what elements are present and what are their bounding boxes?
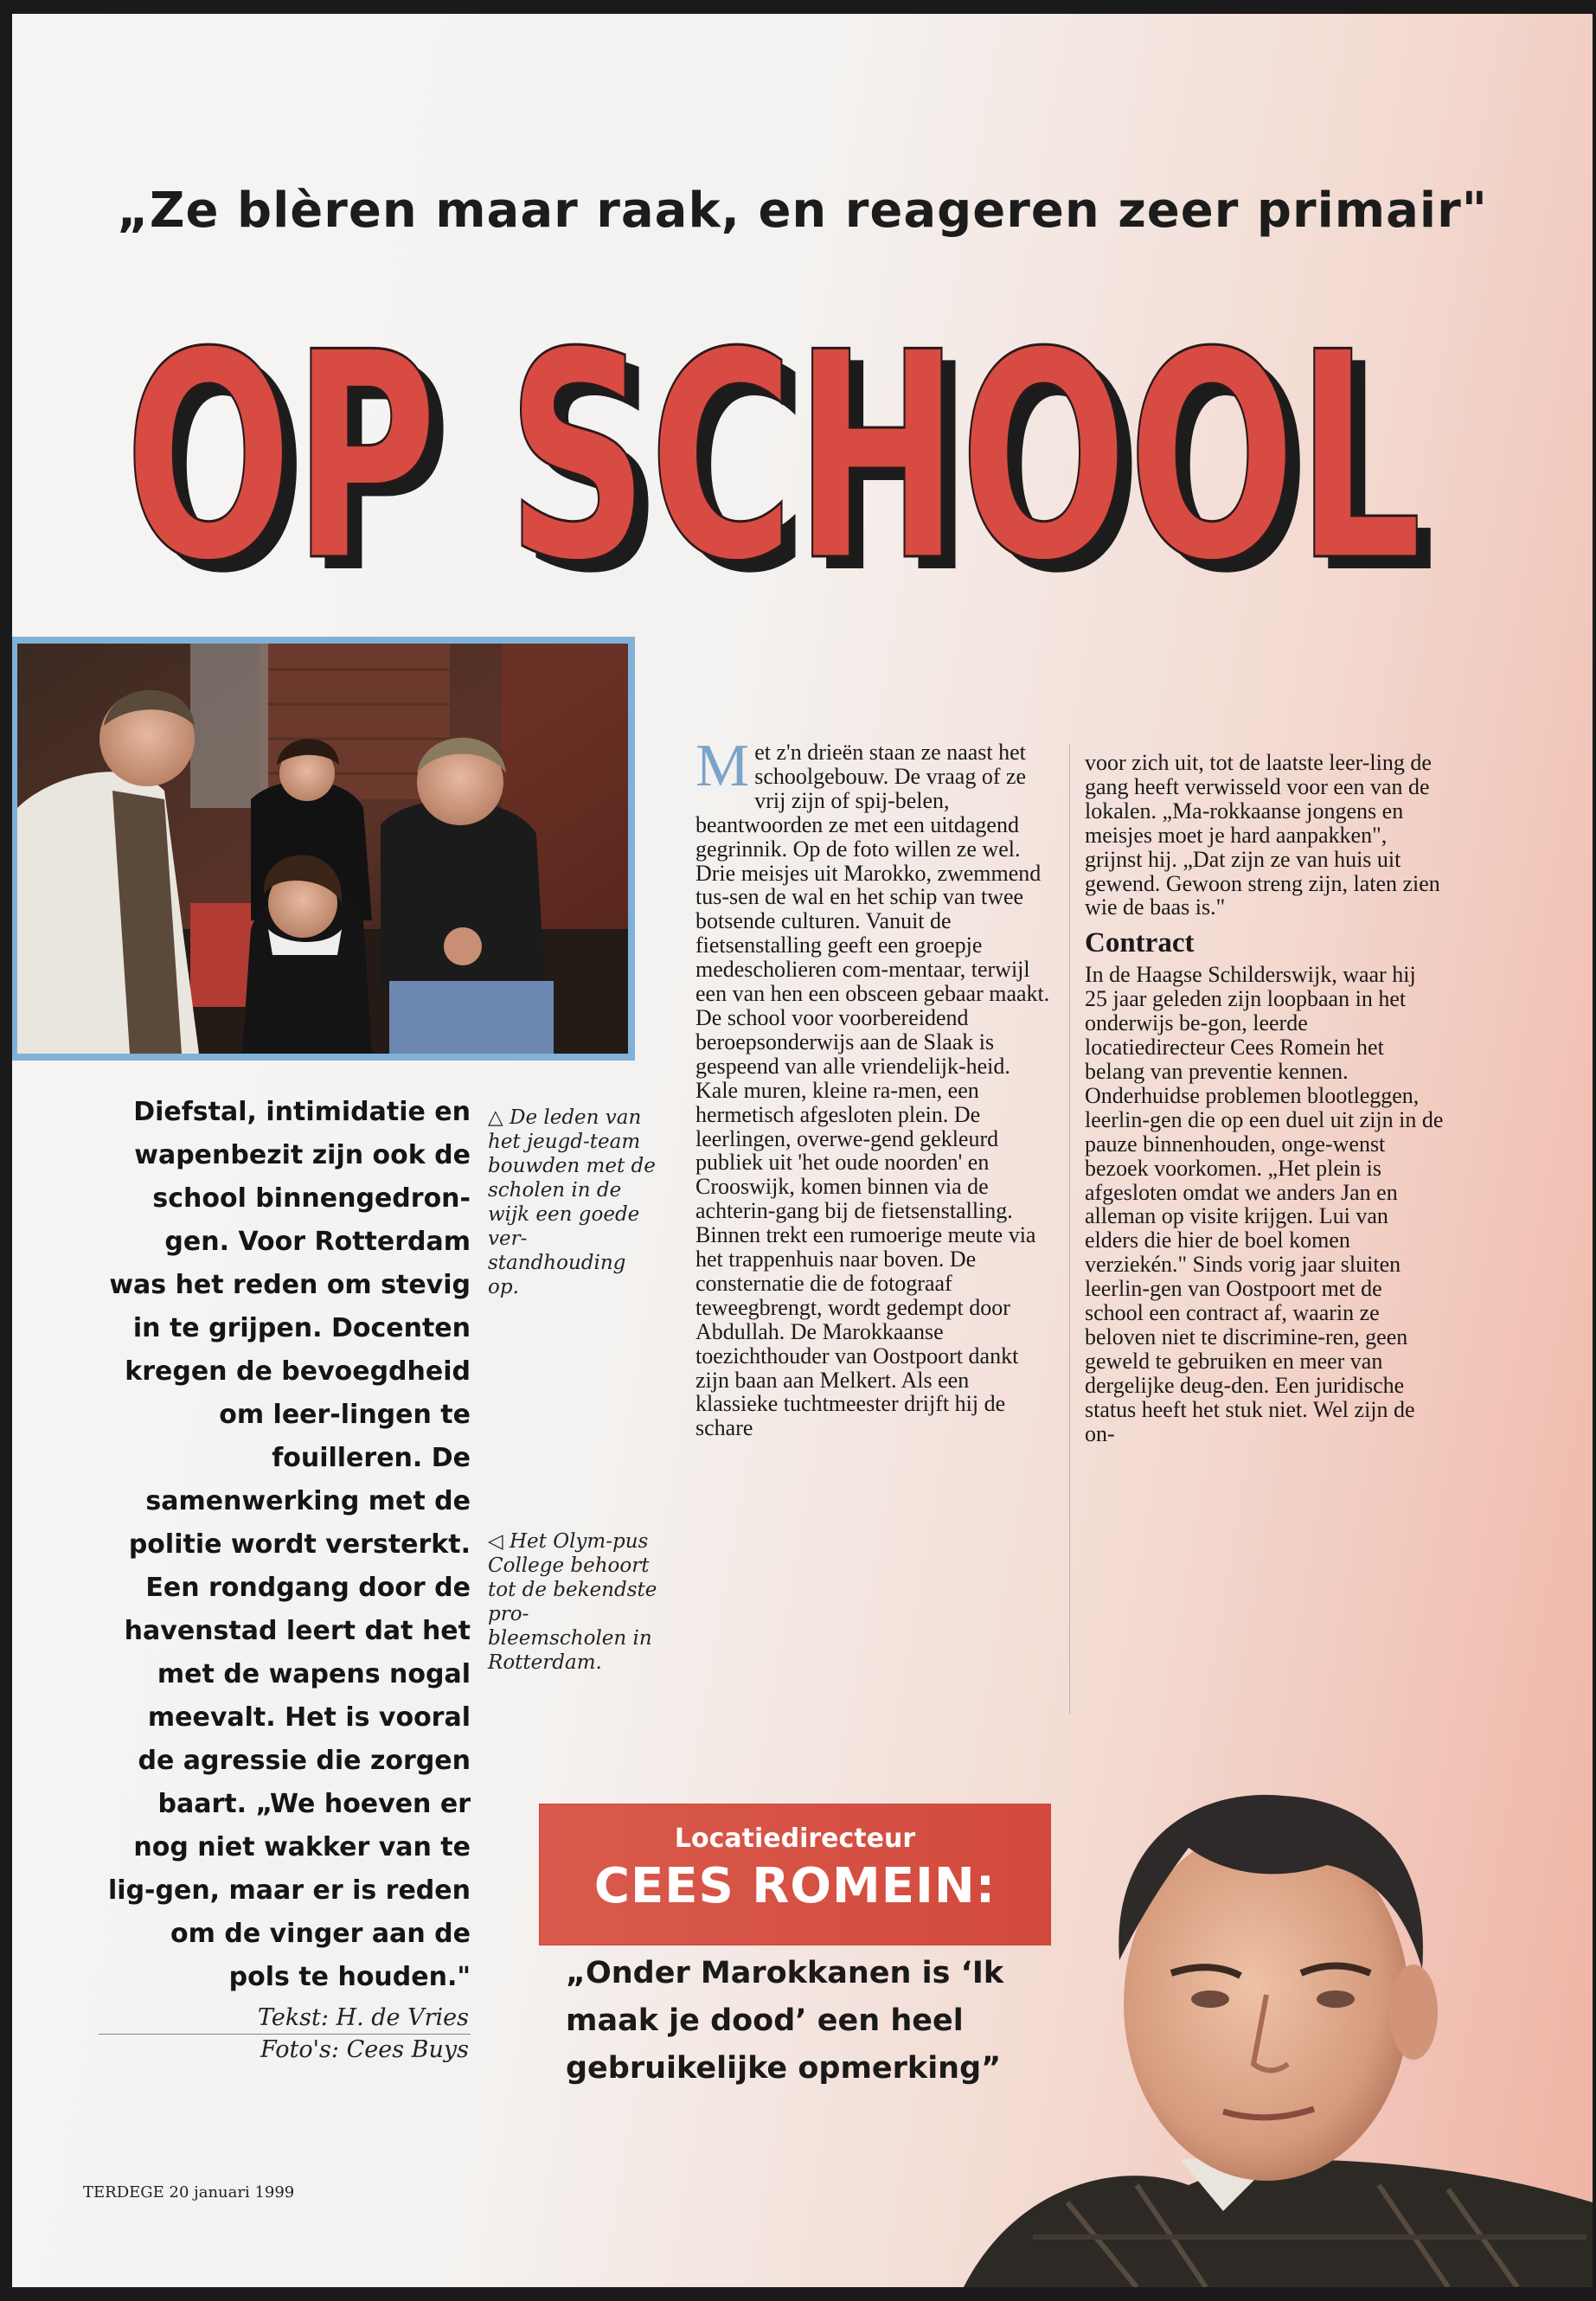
credit-photo: Foto's: Cees Buys xyxy=(260,2036,469,2063)
headline-text: OP SCHOOL xyxy=(125,312,1422,624)
body-column-1 xyxy=(695,733,1054,1441)
body-column-1-text: et z'n drieën staan ze naast het schoolgebouw. De vraag of ze vrij zijn of spij-belen, beantwoorden ze met een uitdagend gegrinnik. Op de foto willen ze wel. Drie meisjes uit Marokko, zwemmend tus-sen de wal en het schip van twee botsende culturen. Vanuit de fietsenstalling geeft een groepje medescholieren com-mentaar, terwijl een van hen een obsceen gebaar maakt. De school voor voorbereidend beroepsonderwijs aan de Slaak is gespeend van alle vriendelijk-heid. Kale muren, kleine ra-men, een hermetisch afgesloten plein. De leerlingen, overwe-gend gekleurd publiek uit 'het oude noorden' en Crooswijk, komen binnen via de achterin-gang bij de fietsenstalling. Binnen trekt een rumoerige meute via het trappenhuis naar boven. De consternatie die de fotograaf teweegbrengt, wordt gedempt door Abdullah. De Marokkaanse toezichthouder van Oostpoort dankt zijn baan aan Melkert. Als een klassieke tuchtmeester drijft hij de schare xyxy=(695,740,1050,1441)
banner-role: Locatiedirecteur xyxy=(674,1823,916,1854)
body-column-2-text-a: voor zich uit, tot de laatste leer-ling de gang heeft verwisseld voor een van de lokalen. „Ma-rokkaanse jongens en meisjes moet je hard aanpakken", grijnst hij. „Dat zijn ze van huis uit gewend. Gewoon streng zijn, laten zien wie de baas is." xyxy=(1085,750,1440,920)
photo-students xyxy=(17,644,628,1054)
intro-text: Diefstal, intimidatie en wapenbezit zijn ook de school binnengedron-gen. Voor Rotterdam was het reden om stevig in te grijpen. Docenten kregen de bevoegdheid om leer-lingen te fouilleren. De samenwerking met de politie wordt versterkt. Een rondgang door de havenstad leert dat het met de wapens nogal meevalt. Het is vooral de agressie die zorgen baart. „We hoeven er nog niet wakker van te lig-gen, maar er is reden om de vinger aan de pols te houden." xyxy=(108,1097,471,1992)
body-column-2 xyxy=(1085,751,1444,1445)
credits-divider xyxy=(99,2034,471,2035)
magazine-page xyxy=(12,14,1593,2287)
headline xyxy=(116,312,1500,624)
caption-jeugdteam: △ De leden van het jeugd-team bouwden met de scholen in de wijk een goede ver-standhouding op. xyxy=(488,1106,656,1298)
subhead-contract: Contract xyxy=(1085,927,1195,959)
kicker-quote: „Ze blèren maar raak, en reageren zeer primair" xyxy=(117,183,1488,239)
footer-issue: TERDEGE 20 januari 1999 xyxy=(83,2183,295,2202)
group-photo xyxy=(12,637,635,1061)
dropcap: M xyxy=(695,733,750,799)
body-column-2-text-b: In de Haagse Schilderswijk, waar hij 25 jaar geleden zijn loopbaan in het onderwijs be-gon, leerde locatiedirecteur Cees Romein het belang van preventie kennen. Onderhuidse problemen blootleggen, leerlin-gen die op een duel uit zijn in de pauze binnenhouden, onge-wenst bezoek voorkomen. „Het plein is afgesloten omdat we anders Jan en alleman op visite krijgen. Lui van elders die hier de boel komen verziekén." Sinds vorig jaar sluiten leerlin-gen van Oostpoort met de school een contract af, waarin ze beloven niet te discrimine-ren, geen geweld te gebruiken en meer van dergelijke deug-den. Een juridische status heeft het stuk niet. Wel zijn de on- xyxy=(1085,962,1444,1446)
portrait-photo xyxy=(964,1753,1593,2287)
column-divider xyxy=(1069,745,1070,1714)
credit-text: Tekst: H. de Vries xyxy=(257,2004,469,2031)
caption-olympus-college: ◁ Het Olym-pus College behoort tot de bekendste pro-bleemscholen in Rotterdam. xyxy=(488,1530,657,1674)
pull-quote: „Onder Marokkanen is ‘Ik maak je dood’ een heel gebruikelijke opmerking” xyxy=(566,1956,1004,2086)
headline-shadow: OP SCHOOL xyxy=(138,312,1436,624)
banner-name: CEES ROMEIN: xyxy=(593,1858,997,1914)
